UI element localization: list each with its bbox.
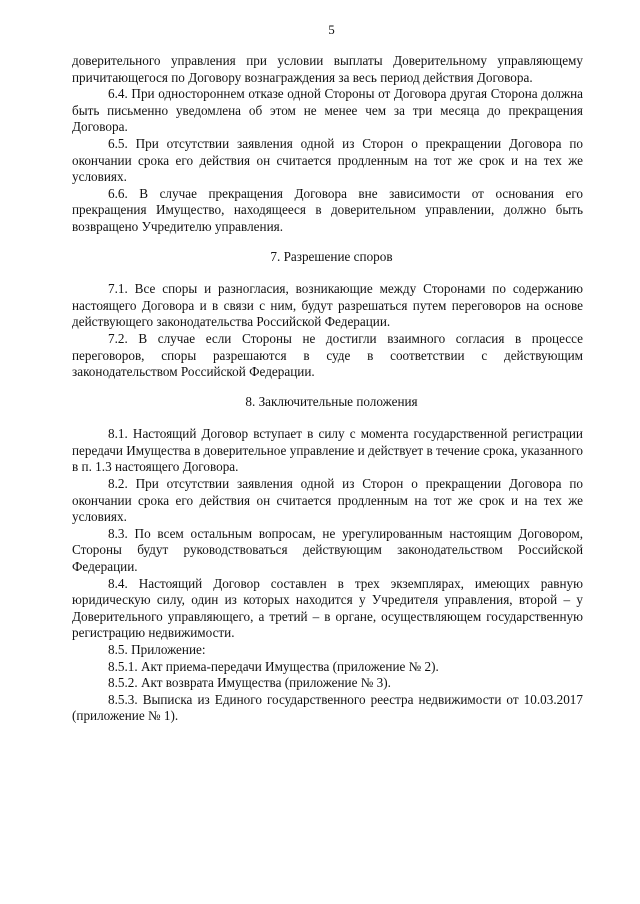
paragraph-6-3-continuation: доверительного управления при условии выплаты Доверительному управляющему причитающегося по Договору вознаграждения за весь период действия Договора. <box>72 53 583 85</box>
paragraph-6-5: 6.5. При отсутствии заявления одной из Сторон о прекращении Договора по окончании срока его действия он считается продленным на тот же срок и на тех же условиях. <box>72 135 583 185</box>
paragraph-7-2: 7.2. В случае если Стороны не достигли взаимного согласия в процессе переговоров, споры разрешаются в суде в соответствии с действующим законодательством Российской Федерации. <box>72 330 583 380</box>
section-8 <box>72 426 583 725</box>
paragraph-8-1: 8.1. Настоящий Договор вступает в силу с момента государственной регистрации передачи Имущества в доверительное управление и действует в течение срока, указанного в п. 1.3 настоящего Договора. <box>72 426 583 475</box>
paragraph-8-5: 8.5. Приложение: <box>108 642 206 657</box>
paragraph-8-4: 8.4. Настоящий Договор составлен в трех экземплярах, имеющих равную юридическую силу, один из которых находится у Учредителя управления, второй – у Доверительного управляющего, а третий – в органе, осуществляющем государственную регистрацию недвижимости. <box>72 575 583 641</box>
paragraph-8-3: 8.3. По всем остальным вопросам, не урегулированным настоящим Договором, Стороны будут руководствоваться действующим законодательством Российской Федерации. <box>72 525 583 575</box>
paragraph-8-2: 8.2. При отсутствии заявления одной из Сторон о прекращении Договора по окончании срока его действия он считается продленным на тот же срок и на тех же условиях. <box>72 476 583 525</box>
paragraph-8-5-2: 8.5.2. Акт возврата Имущества (приложение № 3). <box>108 675 391 691</box>
section-6-continuation <box>72 53 583 236</box>
section-7 <box>72 281 583 381</box>
section-8-heading: 8. Заключительные положения <box>245 393 418 409</box>
page-number: 5 <box>328 22 335 37</box>
paragraph-6-6: 6.6. В случае прекращения Договора вне зависимости от основания его прекращения Имущество, находящееся в доверительном управлении, должно быть возвращено Учредителю управления. <box>72 185 583 234</box>
paragraph-8-5-3: 8.5.3. Выписка из Единого государственного реестра недвижимости от 10.03.2017 (приложение № 1). <box>72 691 583 724</box>
paragraph-7-1: 7.1. Все споры и разногласия, возникающие между Сторонами по содержанию настоящего Договора и в связи с ним, будут разрешаться путем переговоров на основе действующего законодательства Российской Федерации. <box>72 281 583 330</box>
section-7-heading: 7. Разрешение споров <box>270 248 393 264</box>
paragraph-8-5-1: 8.5.1. Акт приема-передачи Имущества (приложение № 2). <box>108 658 439 674</box>
paragraph-6-4: 6.4. При одностороннем отказе одной Стороны от Договора другая Сторона должна быть письменно уведомлена об этом не менее чем за три месяца до прекращения Договора. <box>72 86 583 135</box>
